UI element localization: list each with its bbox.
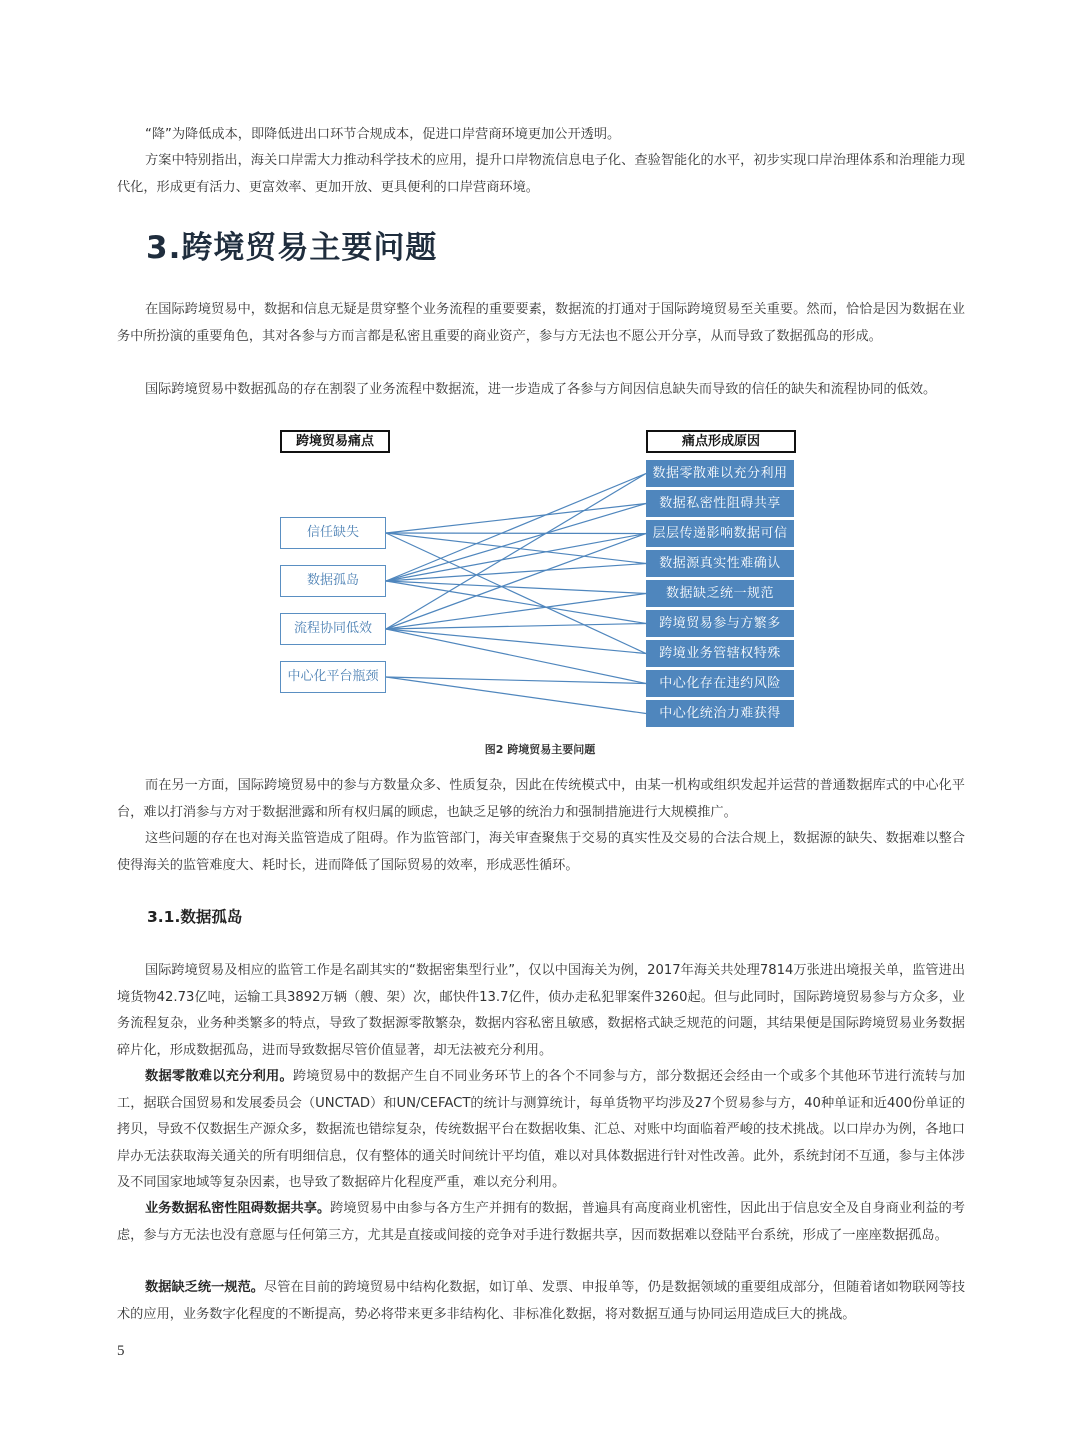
cause-box: 中心化统治力难获得 bbox=[646, 700, 794, 727]
page-number: 5 bbox=[117, 1343, 125, 1359]
paragraph-body-text: 跨境贸易中的数据产生自不同业务环节上的各个不同参与方，部分数据还会经由一个或多个其他环节进行流转与加工，据联合国贸易和发展委员会（UNCTAD）和UN/CEFACT的统计与测算统计，每单货物平均涉及27个贸易参与方，40种单证和近400份单证的拷贝，导致不仅数据生产源众多，数据流也错综复杂，传统数据平台在数据收集、汇总、对账中均面临着严峻的技术挑战。以口岸办为例，各地口岸办无法获取海关通关的所有明细信息，仅有整体的通关时间统计平均值，难以对具体数据进行针对性改善。此外，系统封闭不互通，参与主体涉及不同国家地域等复杂因素，也导致了数据碎片化程度严重，难以充分利用。 bbox=[117, 1069, 966, 1190]
connector-line bbox=[386, 629, 646, 654]
paragraph-body-text: 跨境贸易中由参与各方生产并拥有的数据，普遍具有高度商业机密性，因此出于信息安全及自身商业利益的考虑，参与方无法也没有意愿与任何第三方，尤其是直接或间接的竞争对手进行数据共享，因而数据难以登陆平台系统，形成了一座座数据孤岛。 bbox=[117, 1201, 965, 1243]
section-3-paragraph-1: 在国际跨境贸易中，数据和信息无疑是贯穿整个业务流程的重要要素，数据流的打通对于国际跨境贸易至关重要。然而，恰恰是因为数据在业务中所扮演的重要角色，其对各参与方而言都是私密且重要的商业资产，参与方无法也不愿公开分享，从而导致了数据孤岛的形成。 bbox=[117, 302, 965, 344]
pain-points-diagram bbox=[270, 425, 810, 735]
figure-caption: 图2 跨境贸易主要问题 bbox=[484, 743, 596, 756]
cause-box: 数据源真实性难确认 bbox=[646, 550, 794, 577]
cause-box: 数据零散难以充分利用 bbox=[646, 460, 794, 487]
section-3-paragraph-2: 国际跨境贸易中数据孤岛的存在割裂了业务流程中数据流，进一步造成了各参与方间因信息缺失而导致的信任的缺失和流程协同的低效。 bbox=[145, 382, 937, 397]
connector-line bbox=[386, 504, 646, 534]
connector-line bbox=[386, 474, 646, 582]
cause-box: 数据缺乏统一规范 bbox=[646, 580, 794, 607]
pain-point-box: 数据孤岛 bbox=[280, 565, 386, 597]
section-3-1-paragraph-2 bbox=[117, 1064, 965, 1197]
connector-line bbox=[386, 629, 646, 684]
connector-line bbox=[386, 504, 646, 582]
cause-box: 跨境贸易参与方繁多 bbox=[646, 610, 794, 637]
pain-point-box: 信任缺失 bbox=[280, 517, 386, 549]
section-3-1-paragraph-1: 国际跨境贸易及相应的监管工作是名副其实的“数据密集型行业”，仅以中国海关为例，2017年海关共处理7814万张进出境报关单，监管进出境货物42.73亿吨，运输工具3892万辆（艘、架）次，邮快件13.7亿件，侦办走私犯罪案件3260起。但与此同时，国际跨境贸易参与方众多，业务流程复杂，业务种类繁多的特点，导致了数据源零散繁杂，数据内容私密且敏感，数据格式缺乏规范的问题，其结果便是国际跨境贸易业务数据碎片化，形成数据孤岛，进而导致数据尽管价值显著，却无法被充分利用。 bbox=[117, 963, 965, 1058]
section-3-heading: 3.跨境贸易主要问题 bbox=[146, 230, 438, 266]
cause-box: 跨境业务管辖权特殊 bbox=[646, 640, 794, 667]
connector-line bbox=[386, 533, 646, 534]
intro-paragraph-2: 方案中特别指出，海关口岸需大力推动科学技术的应用，提升口岸物流信息电子化、查验智能化的水平，初步实现口岸治理体系和治理能力现代化，形成更有活力、更富效率、更加开放、更具便利的口岸营商环境。 bbox=[117, 153, 965, 195]
connector-line bbox=[386, 564, 646, 582]
intro-paragraph-1: “降”为降低成本，即降低进出口环节合规成本，促进口岸营商环境更加公开透明。 bbox=[145, 127, 621, 142]
paragraph-lead-text: 数据缺乏统一规范。 bbox=[145, 1280, 265, 1295]
right-column-title: 痛点形成原因 bbox=[646, 430, 796, 453]
connector-line bbox=[386, 624, 646, 630]
section-3-1-paragraph-3 bbox=[117, 1196, 965, 1249]
pain-point-box: 流程协同低效 bbox=[280, 613, 386, 645]
pain-point-box: 中心化平台瓶颈 bbox=[280, 661, 386, 693]
section-3-1-heading: 3.1.数据孤岛 bbox=[147, 908, 243, 926]
section-3-paragraph-4: 这些问题的存在也对海关监管造成了阻碍。作为监管部门，海关审查聚焦于交易的真实性及交易的合法合规上，数据源的缺失、数据难以整合使得海关的监管难度大、耗时长，进而降低了国际贸易的效率，形成恶性循环。 bbox=[117, 831, 965, 873]
connector-line bbox=[386, 534, 646, 582]
section-3-paragraph-3: 而在另一方面，国际跨境贸易中的参与方数量众多、性质复杂，因此在传统模式中，由某一机构或组织发起并运营的普通数据库式的中心化平台，难以打消参与方对于数据泄露和所有权归属的顾虑，也缺乏足够的统治力和强制措施进行大规模推广。 bbox=[117, 778, 965, 820]
cause-box: 层层传递影响数据可信 bbox=[646, 520, 794, 547]
cause-box: 数据私密性阻碍共享 bbox=[646, 490, 794, 517]
paragraph-lead-text: 数据零散难以充分利用。 bbox=[145, 1069, 293, 1084]
connector-line bbox=[386, 594, 646, 630]
section-3-1-paragraph-4 bbox=[117, 1275, 965, 1328]
paragraph-lead-text: 业务数据私密性阻碍数据共享。 bbox=[145, 1201, 331, 1216]
paragraph-body-text: 尽管在目前的跨境贸易中结构化数据，如订单、发票、申报单等，仍是数据领域的重要组成部分，但随着诸如物联网等技术的应用，业务数字化程度的不断提高，势必将带来更多非结构化、非标准化数据，将对数据互通与协同运用造成巨大的挑战。 bbox=[117, 1280, 966, 1322]
left-column-title: 跨境贸易痛点 bbox=[280, 430, 390, 453]
cause-box: 中心化存在违约风险 bbox=[646, 670, 794, 697]
